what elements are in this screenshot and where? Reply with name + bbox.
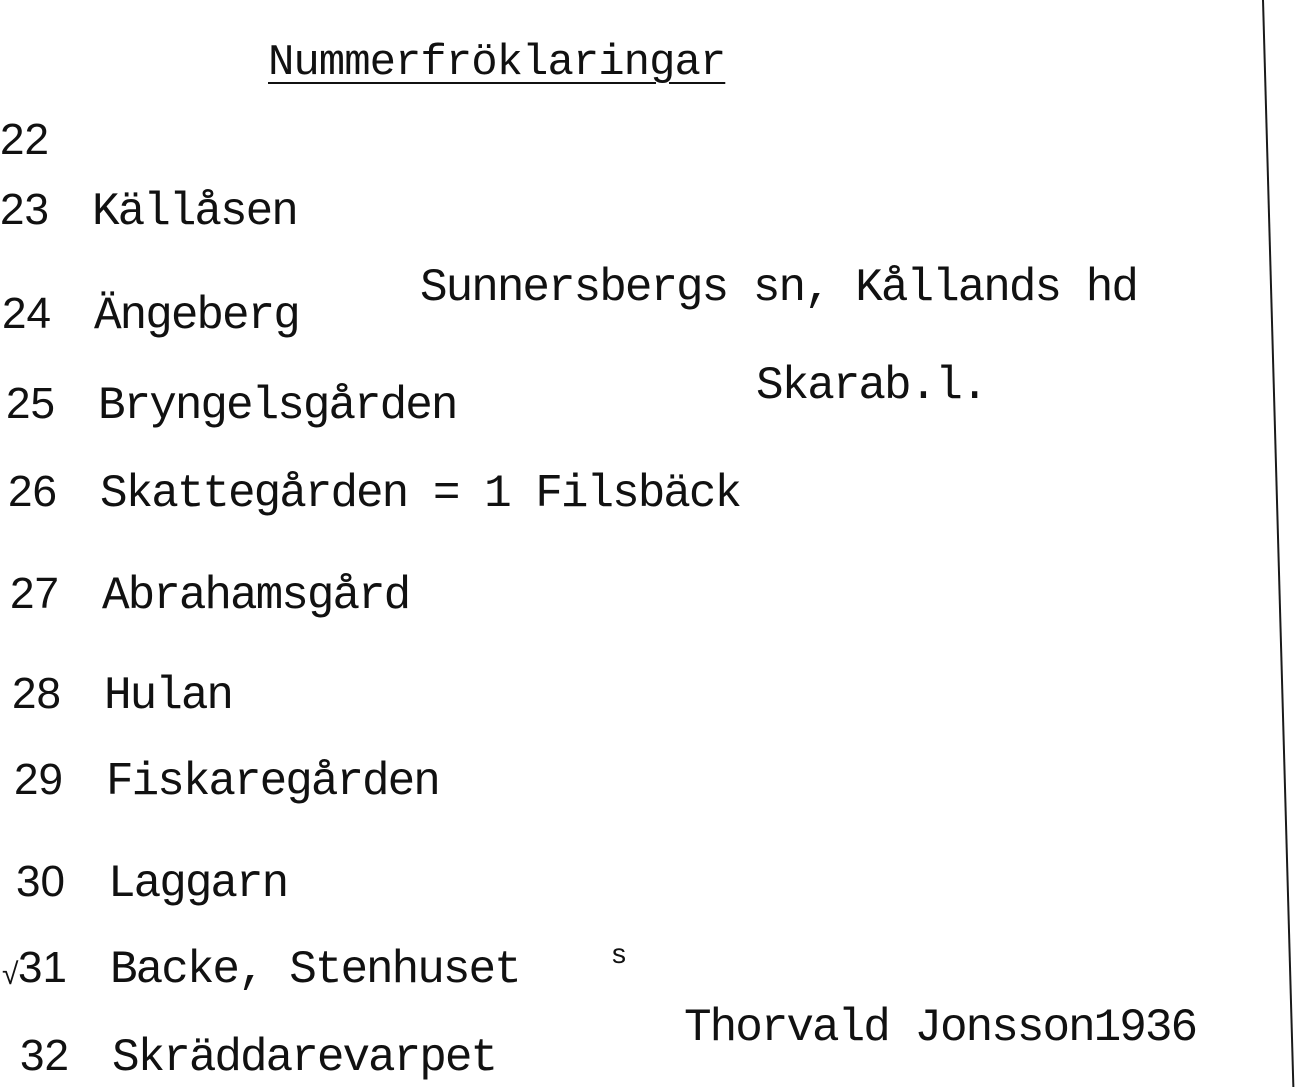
page-edge-line bbox=[1262, 0, 1294, 1087]
entry-number: 28 bbox=[12, 669, 61, 718]
list-item bbox=[0, 185, 297, 238]
entry-number: 26 bbox=[8, 467, 57, 516]
entry-name: Laggarn bbox=[108, 858, 288, 910]
entry-number: 31 bbox=[18, 943, 67, 992]
list-item bbox=[8, 467, 741, 520]
entry-name: Skräddarevarpet bbox=[112, 1032, 497, 1084]
entry-number: 29 bbox=[14, 755, 63, 804]
entry-number: 23 bbox=[0, 185, 49, 234]
parish-annotation: Sunnersbergs sn, Kållands hd bbox=[420, 262, 1137, 314]
entry-name: Fiskaregården bbox=[106, 756, 439, 808]
entry-number: 27 bbox=[10, 569, 59, 618]
list-item bbox=[0, 115, 92, 165]
list-item bbox=[6, 379, 457, 432]
list-item bbox=[10, 569, 410, 622]
list-item bbox=[16, 857, 288, 910]
entry-name: Backe, Stenhuset bbox=[110, 944, 520, 996]
list-item bbox=[20, 1031, 497, 1084]
list-item bbox=[14, 755, 439, 808]
entry-number: 25 bbox=[6, 379, 55, 428]
author-annotation: Thorvald Jonsson1936 bbox=[684, 1002, 1197, 1054]
entry-number: 24 bbox=[2, 289, 51, 338]
entry-name: Hulan bbox=[104, 670, 233, 722]
s-mark: s bbox=[612, 938, 626, 969]
entry-name: Skattegården = 1 Filsbäck bbox=[100, 468, 741, 520]
entry-number: 32 bbox=[20, 1031, 69, 1080]
entry-name: Ängeberg bbox=[94, 290, 299, 342]
entry-number: 30 bbox=[16, 857, 65, 906]
list-item bbox=[12, 669, 233, 722]
entry-name: Abrahamsgård bbox=[102, 570, 410, 622]
document-title: Nummerfröklaringar bbox=[268, 38, 726, 88]
entry-number: 22 bbox=[0, 115, 49, 164]
check-mark: √ bbox=[2, 958, 19, 991]
list-item bbox=[18, 943, 520, 996]
entry-name: Källåsen bbox=[92, 186, 297, 238]
county-annotation: Skarab.l. bbox=[756, 360, 987, 412]
list-item bbox=[2, 289, 299, 342]
entry-name: Bryngelsgården bbox=[98, 380, 457, 432]
